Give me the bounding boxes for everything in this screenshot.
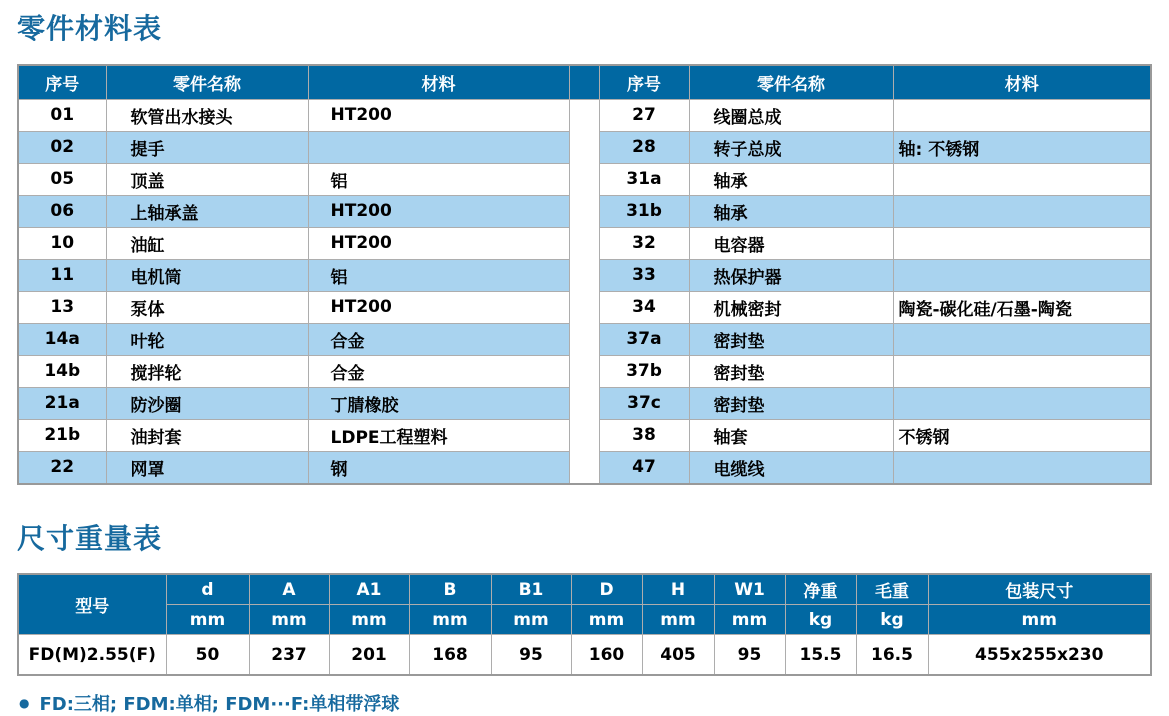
part-no-cell: 21b [18,419,106,451]
model-cell: FD(M)2.55(F) [18,635,166,676]
part-material-cell: HT200 [308,99,569,131]
value-cell: 95 [714,635,785,676]
part-no-cell: 11 [18,259,106,291]
parts-header-row [18,65,1151,100]
col-header-gross-weight: 毛重 [856,574,928,605]
col-header-B1: B1 [491,574,571,605]
part-material-cell: 铝 [308,163,569,195]
dimensions-weight-table [17,573,1152,676]
value-cell: 95 [491,635,571,676]
part-material-cell [308,131,569,163]
col-header-no-right: 序号 [599,65,689,100]
part-material-cell [893,259,1151,291]
part-no-cell: 33 [599,259,689,291]
part-name-cell: 顶盖 [106,163,308,195]
col-header-A1: A1 [329,574,409,605]
col-header-name-left: 零件名称 [106,65,308,100]
unit-cell: mm [329,605,409,635]
part-no-cell: 13 [18,291,106,323]
value-cell: 405 [642,635,714,676]
part-no-cell: 05 [18,163,106,195]
value-cell: 201 [329,635,409,676]
part-no-cell: 34 [599,291,689,323]
part-no-cell: 14a [18,323,106,355]
part-no-cell: 31a [599,163,689,195]
unit-cell: mm [166,605,249,635]
part-material-cell: 铝 [308,259,569,291]
part-material-cell [893,163,1151,195]
unit-cell: mm [928,605,1151,635]
part-name-cell: 电容器 [689,227,893,259]
part-material-cell [893,451,1151,484]
part-name-cell: 叶轮 [106,323,308,355]
part-name-cell: 软管出水接头 [106,99,308,131]
part-name-cell: 密封垫 [689,323,893,355]
dims-data-row [18,635,1151,676]
col-header-H: H [642,574,714,605]
part-material-cell [893,99,1151,131]
dimensions-table-title: 尺寸重量表 [17,521,163,555]
value-cell: 50 [166,635,249,676]
part-no-cell: 22 [18,451,106,484]
part-no-cell: 37c [599,387,689,419]
part-name-cell: 热保护器 [689,259,893,291]
part-material-cell [893,355,1151,387]
unit-cell: mm [491,605,571,635]
part-material-cell: 轴: 不锈钢 [893,131,1151,163]
part-no-cell: 06 [18,195,106,227]
part-no-cell: 32 [599,227,689,259]
col-header-model: 型号 [18,574,166,635]
header-gap-spacer [569,65,599,100]
dims-header-row-units [18,605,1151,635]
unit-cell: mm [642,605,714,635]
col-header-net-weight: 净重 [785,574,856,605]
part-name-cell: 防沙圈 [106,387,308,419]
part-material-cell [893,323,1151,355]
dims-header-row-labels [18,574,1151,605]
unit-cell: kg [856,605,928,635]
part-name-cell: 搅拌轮 [106,355,308,387]
part-no-cell: 10 [18,227,106,259]
part-name-cell: 网罩 [106,451,308,484]
col-header-no-left: 序号 [18,65,106,100]
col-header-D: D [571,574,642,605]
value-cell: 455x255x230 [928,635,1151,676]
part-name-cell: 线圈总成 [689,99,893,131]
part-name-cell: 机械密封 [689,291,893,323]
part-no-cell: 14b [18,355,106,387]
part-no-cell: 28 [599,131,689,163]
part-name-cell: 转子总成 [689,131,893,163]
part-name-cell: 轴承 [689,163,893,195]
part-name-cell: 泵体 [106,291,308,323]
bullet-icon: ● [19,696,30,711]
table-row [18,99,1151,131]
part-material-cell: HT200 [308,227,569,259]
unit-cell: mm [409,605,491,635]
unit-cell: mm [249,605,329,635]
value-cell: 168 [409,635,491,676]
part-material-cell: 钢 [308,451,569,484]
part-name-cell: 轴套 [689,419,893,451]
part-material-cell: LDPE工程塑料 [308,419,569,451]
part-name-cell: 油封套 [106,419,308,451]
part-no-cell: 31b [599,195,689,227]
part-name-cell: 电机筒 [106,259,308,291]
col-header-material-left: 材料 [308,65,569,100]
table-gap-spacer [569,99,599,484]
col-header-B: B [409,574,491,605]
part-no-cell: 37a [599,323,689,355]
col-header-name-right: 零件名称 [689,65,893,100]
col-header-packing-size: 包装尺寸 [928,574,1151,605]
value-cell: 160 [571,635,642,676]
value-cell: 16.5 [856,635,928,676]
value-cell: 15.5 [785,635,856,676]
part-name-cell: 轴承 [689,195,893,227]
part-no-cell: 27 [599,99,689,131]
part-material-cell: HT200 [308,195,569,227]
part-name-cell: 电缆线 [689,451,893,484]
part-name-cell: 密封垫 [689,355,893,387]
part-material-cell [893,227,1151,259]
part-material-cell: 合金 [308,355,569,387]
footnote [17,690,1150,716]
part-name-cell: 提手 [106,131,308,163]
part-no-cell: 21a [18,387,106,419]
part-material-cell: 陶瓷-碳化硅/石墨-陶瓷 [893,291,1151,323]
part-material-cell [893,387,1151,419]
part-material-cell: 合金 [308,323,569,355]
col-header-d: d [166,574,249,605]
col-header-material-right: 材料 [893,65,1151,100]
part-material-cell: HT200 [308,291,569,323]
col-header-W1: W1 [714,574,785,605]
part-no-cell: 38 [599,419,689,451]
part-no-cell: 47 [599,451,689,484]
unit-cell: mm [714,605,785,635]
part-name-cell: 密封垫 [689,387,893,419]
parts-materials-table [17,64,1152,485]
unit-cell: mm [571,605,642,635]
unit-cell: kg [785,605,856,635]
part-no-cell: 01 [18,99,106,131]
part-material-cell [893,195,1151,227]
part-name-cell: 上轴承盖 [106,195,308,227]
footnote-text: FD:三相; FDM:单相; FDM···F:单相带浮球 [39,694,400,716]
col-header-A: A [249,574,329,605]
part-no-cell: 02 [18,131,106,163]
parts-table-title: 零件材料表 [17,12,163,45]
part-material-cell: 不锈钢 [893,419,1151,451]
part-no-cell: 37b [599,355,689,387]
part-material-cell: 丁腈橡胶 [308,387,569,419]
part-name-cell: 油缸 [106,227,308,259]
value-cell: 237 [249,635,329,676]
